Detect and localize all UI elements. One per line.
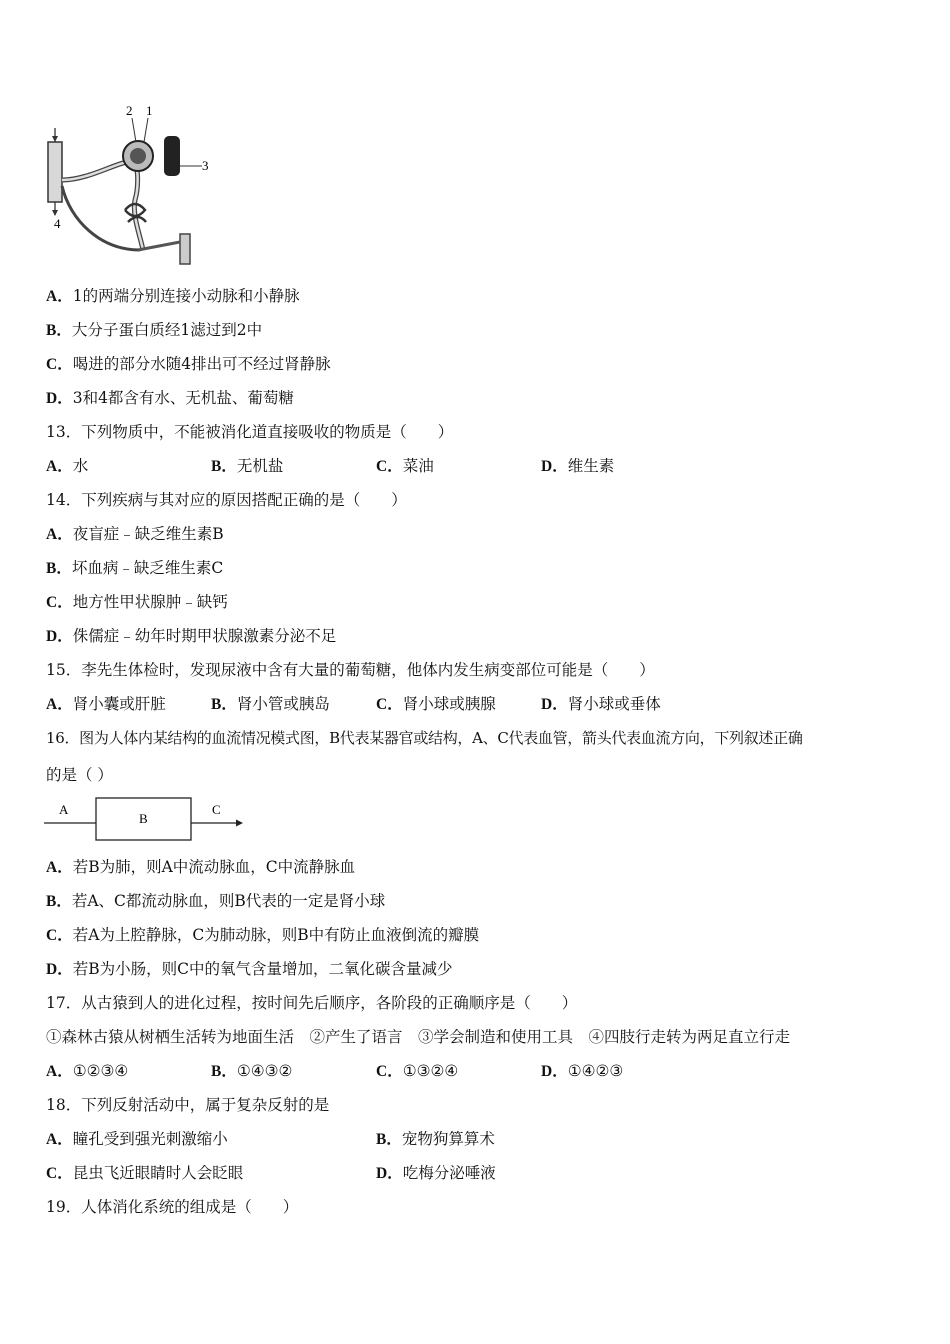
nephron-figure	[40, 100, 215, 270]
q14-option-a: A．夜盲症﹣缺乏维生素B	[46, 525, 224, 543]
exam-page: 2 1 3 4 A．1的两端分别连接小动脉和小静脉 B．大分子蛋白质经1滤过到2中 C．喝进的部分水随4排出可不经过肾静脉 D．3和4都含有水、无机盐、葡萄糖 13．下列物质中，不能被消化道直接吸收的物质是（ ） A．水 B．无机盐 C．菜油 D．维生素 14．下列疾病与其对应的原因搭配正确的是（ ） A．夜盲症﹣缺乏维生素B B．坏血病﹣缺乏维生素C C．地方性甲状腺肿﹣缺钙 D．侏儒症﹣幼年时期甲状腺激素分泌不足 15．李先生体检时，发现尿液中含有大量的葡萄糖，他体内发生病变部位可能是（ ） A．肾小囊或肝脏 B．肾小管或胰岛 C．肾小球或胰腺 D．肾小球或垂体 16．图为人体内某结构的血流情况模式图，B代表某器官或结构，A、C代表血管，箭头代表血流方向，下列叙述正确 的是（ ） A B C A．若B为肺，则A中流动脉血，C中流静脉血 B．若A、C都流动脉血，则B代表的一定是肾小球 C．若A为上腔静脉，C为肺动脉，则B中有防止血液倒流的瓣膜 D．若B为小肠，则C中的氧气含量增加，二氧化碳含量减少 17．从古猿到人的进化过程，按时间先后顺序，各阶段的正确顺序是（ ） ①森林古猿从树栖生活转为地面生活 ②产生了语言 ③学会制造和使用工具 ④四肢行走转为两足直立行走 A．①②③④ B．①④③② C．①③②④ D．①④②③ 18．下列反射活动中，属于复杂反射的是 A．瞳孔受到强光刺激缩小 B．宠物狗算算术 C．昆虫飞近眼睛时人会眨眼 D．吃梅分泌唾液 19．人体消化系统的组成是（ ）	[0, 0, 950, 1344]
q18-stem: 18．下列反射活动中，属于复杂反射的是	[46, 1096, 330, 1114]
q14-stem: 14．下列疾病与其对应的原因搭配正确的是（ ）	[46, 491, 407, 509]
q14-option-c: C．地方性甲状腺肿﹣缺钙	[46, 593, 228, 611]
q16-option-b: B．若A、C都流动脉血，则B代表的一定是肾小球	[46, 892, 386, 910]
q12-option-a: A．1的两端分别连接小动脉和小静脉	[46, 287, 300, 305]
q17-stem: 17．从古猿到人的进化过程，按时间先后顺序，各阶段的正确顺序是（ ）	[46, 994, 578, 1012]
q14-option-b: B．坏血病﹣缺乏维生素C	[46, 559, 224, 577]
vessel-c-label: C	[212, 802, 221, 817]
q12-option-c: C．喝进的部分水随4排出可不经过肾静脉	[46, 355, 331, 373]
q16-option-d: D．若B为小肠，则C中的氧气含量增加，二氧化碳含量减少	[46, 960, 453, 978]
q12-option-b: B．大分子蛋白质经1滤过到2中	[46, 321, 263, 339]
q12-option-d: D．3和4都含有水、无机盐、葡萄糖	[46, 389, 294, 407]
q17-stages: ①森林古猿从树栖生活转为地面生活 ②产生了语言 ③学会制造和使用工具 ④四肢行走转为两足直立行走	[46, 1028, 791, 1046]
q13-stem: 13．下列物质中，不能被消化道直接吸收的物质是（ ）	[46, 423, 454, 441]
q15-stem: 15．李先生体检时，发现尿液中含有大量的葡萄糖，他体内发生病变部位可能是（ ）	[46, 661, 655, 679]
q16-stem-line1: 16．图为人体内某结构的血流情况模式图，B代表某器官或结构，A、C代表血管，箭头代表血流方向，下列叙述正确	[46, 729, 803, 747]
label-3: 3	[202, 158, 209, 173]
blood-flow-diagram	[44, 796, 249, 842]
label-1: 1	[146, 103, 153, 118]
q16-option-c: C．若A为上腔静脉，C为肺动脉，则B中有防止血液倒流的瓣膜	[46, 926, 480, 944]
q16-stem-line2: 的是（ ）	[46, 766, 113, 784]
q16-option-a: A．若B为肺，则A中流动脉血，C中流静脉血	[46, 858, 356, 876]
label-2: 2	[126, 103, 133, 118]
organ-b-label: B	[139, 811, 148, 826]
vessel-a-label: A	[59, 802, 69, 817]
collecting-tube	[48, 142, 62, 202]
q14-option-d: D．侏儒症﹣幼年时期甲状腺激素分泌不足	[46, 627, 337, 645]
label-4: 4	[54, 216, 61, 231]
q19-stem: 19．人体消化系统的组成是（ ）	[46, 1198, 299, 1216]
